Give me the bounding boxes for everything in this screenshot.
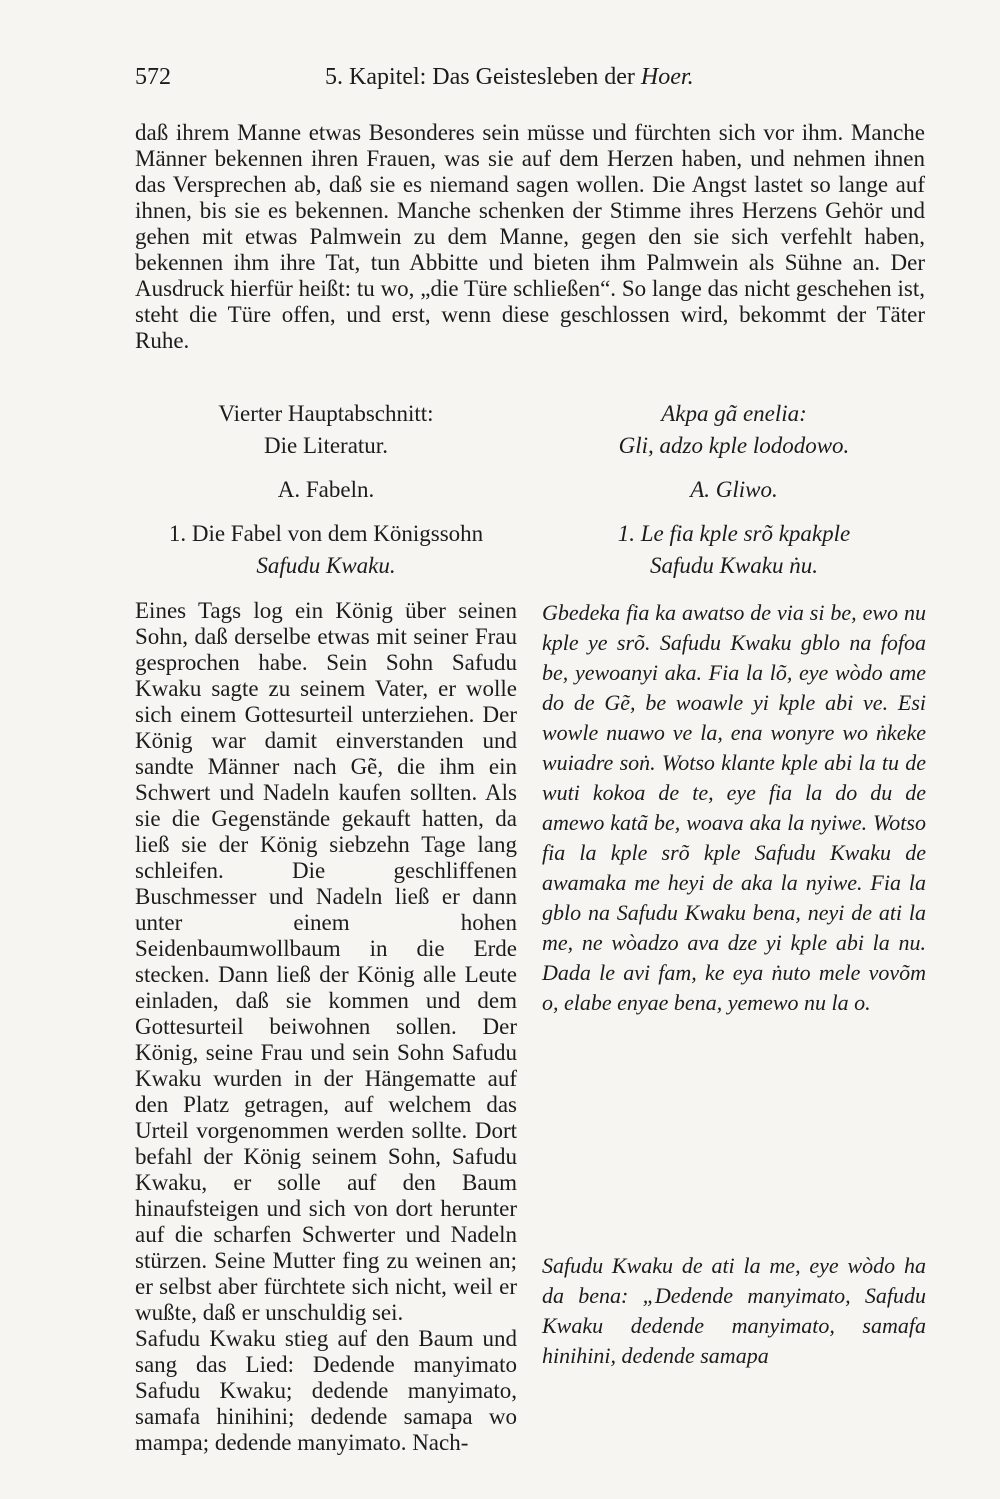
running-header bbox=[135, 62, 925, 92]
german-fable-title-2: Safudu Kwaku. bbox=[256, 553, 396, 578]
ewe-section-heading-1: Akpa gã enelia: bbox=[661, 401, 807, 426]
german-paragraph-1: Eines Tags log ein König über seinen Sohn, daß derselbe etwas mit seiner Frau gesprochen habe. Sein Sohn Safudu Kwaku sagte zu seinem Vater, er wolle sich einem Gottesurteil unterziehen. Der König war damit einverstanden und sandte Männer nach Gẽ, die ihm ein Schwert und Nadeln kaufen sollten. Als sie die Gegenstände gekauft hatten, da ließ sie der König siebzehn Tage lang schleifen. Die geschliffenen Buschmesser und Nadeln ließ er dann unter einem hohen Seidenbaumwollbaum in die Erde stecken. Dann ließ der König alle Leute einladen, daß sie kommen und dem Gottesurteil beiwohnen sollen. Der König, seine Frau und sein Sohn Safudu Kwaku wurden in der Hängematte auf den Platz getragen, auf welchem das Urteil vorgenommen werden sollte. Dort befahl der König seinem Sohn, Safudu Kwaku, er solle auf den Baum hinaufsteigen und sich von dort herunter auf die scharfen Schwerter und Nadeln stürzen. Seine Mutter fing zu weinen an; er selbst aber fürchtete sich nicht, weil er wußte, daß er unschuldig sei. bbox=[135, 598, 517, 1325]
running-title-text: 5. Kapitel: Das Geistesleben der bbox=[325, 64, 641, 90]
ewe-paragraph-1: Gbedeka fia ka awatso de via si be, ewo nu kple ye srõ. Safudu Kwaku gblo na fofoa be, yewoanyi aka. Fia la lõ, eye wòdo ame do de Gẽ, be woawle yi kple abi ve. Esi wowle nuawo ve la, ena wonyre wo ṅkeke wuiadre soṅ. Wotso klante kple abi la tu de wuti kokoa de te, eye fia la do du de amewo katã be, woava aka la nyiwe. Wotso fia la kple srõ kple Safudu Kwaku de awamaka me heyi de aka la nyiwe. Fia la gblo na Safudu Kwaku bena, neyi de ati la me, ne wòadzo ava dze yi kple abi la nu. Dada le avi fam, ke eya ṅuto mele vovõm o, elabe enyae bena, yemewo nu la o. bbox=[542, 600, 926, 1015]
ewe-fable-title-1: 1. Le fia kple srõ kpakple bbox=[617, 521, 851, 546]
ewe-fable-title-2: Safudu Kwaku ṅu. bbox=[649, 553, 819, 578]
page-number: 572 bbox=[135, 64, 171, 90]
intro-paragraph-block bbox=[135, 120, 925, 354]
german-column bbox=[135, 398, 517, 1456]
running-title bbox=[325, 62, 694, 92]
intro-paragraph: daß ihrem Manne etwas Besonderes sein müsse und fürchten sich vor ihm. Manche Männer bekennen ihren Frauen, was sie auf dem Herzen haben, und nehmen ihnen das Versprechen ab, daß sie es niemand sagen wollen. Die Angst lastet so lange auf ihnen, bis sie es bekennen. Manche schenken der Stimme ihres Herzens Gehör und gehen mit etwas Palmwein zu dem Manne, gegen den sie sich verfehlt haben, bekennen ihm ihre Tat, tun Abbitte und bieten ihm Palmwein als Sühne an. Der Ausdruck hierfür heißt: tu wo, „die Türe schließen“. So lange das nicht geschehen ist, steht die Türe offen, und erst, wenn diese geschlossen wird, bekommt der Täter Ruhe. bbox=[135, 120, 925, 353]
german-section-heading-2: Die Literatur. bbox=[264, 433, 388, 458]
german-subsection-heading: A. Fabeln. bbox=[277, 477, 375, 502]
ewe-paragraph-2: Safudu Kwaku de ati la me, eye wòdo ha da bena: „Dedende manyimato, Safudu Kwaku dedende manyimato, samafa hinihini, dedende samapa bbox=[542, 1253, 926, 1368]
running-title-italic: Hoer. bbox=[640, 64, 694, 90]
ewe-column bbox=[542, 398, 926, 1371]
german-section-heading-1: Vierter Hauptabschnitt: bbox=[218, 401, 434, 426]
german-fable-title-1: 1. Die Fabel von dem Königssohn bbox=[168, 521, 484, 546]
ewe-section-heading-2: Gli, adzo kple lododowo. bbox=[618, 433, 850, 458]
german-paragraph-2: Safudu Kwaku stieg auf den Baum und sang das Lied: Dedende manyimato Safudu Kwaku; dedende manyimato, samafa hinihini; dedende samapa wo mampa; dedende manyimato. Nach- bbox=[135, 1326, 517, 1455]
ewe-subsection-heading: A. Gliwo. bbox=[690, 477, 778, 502]
